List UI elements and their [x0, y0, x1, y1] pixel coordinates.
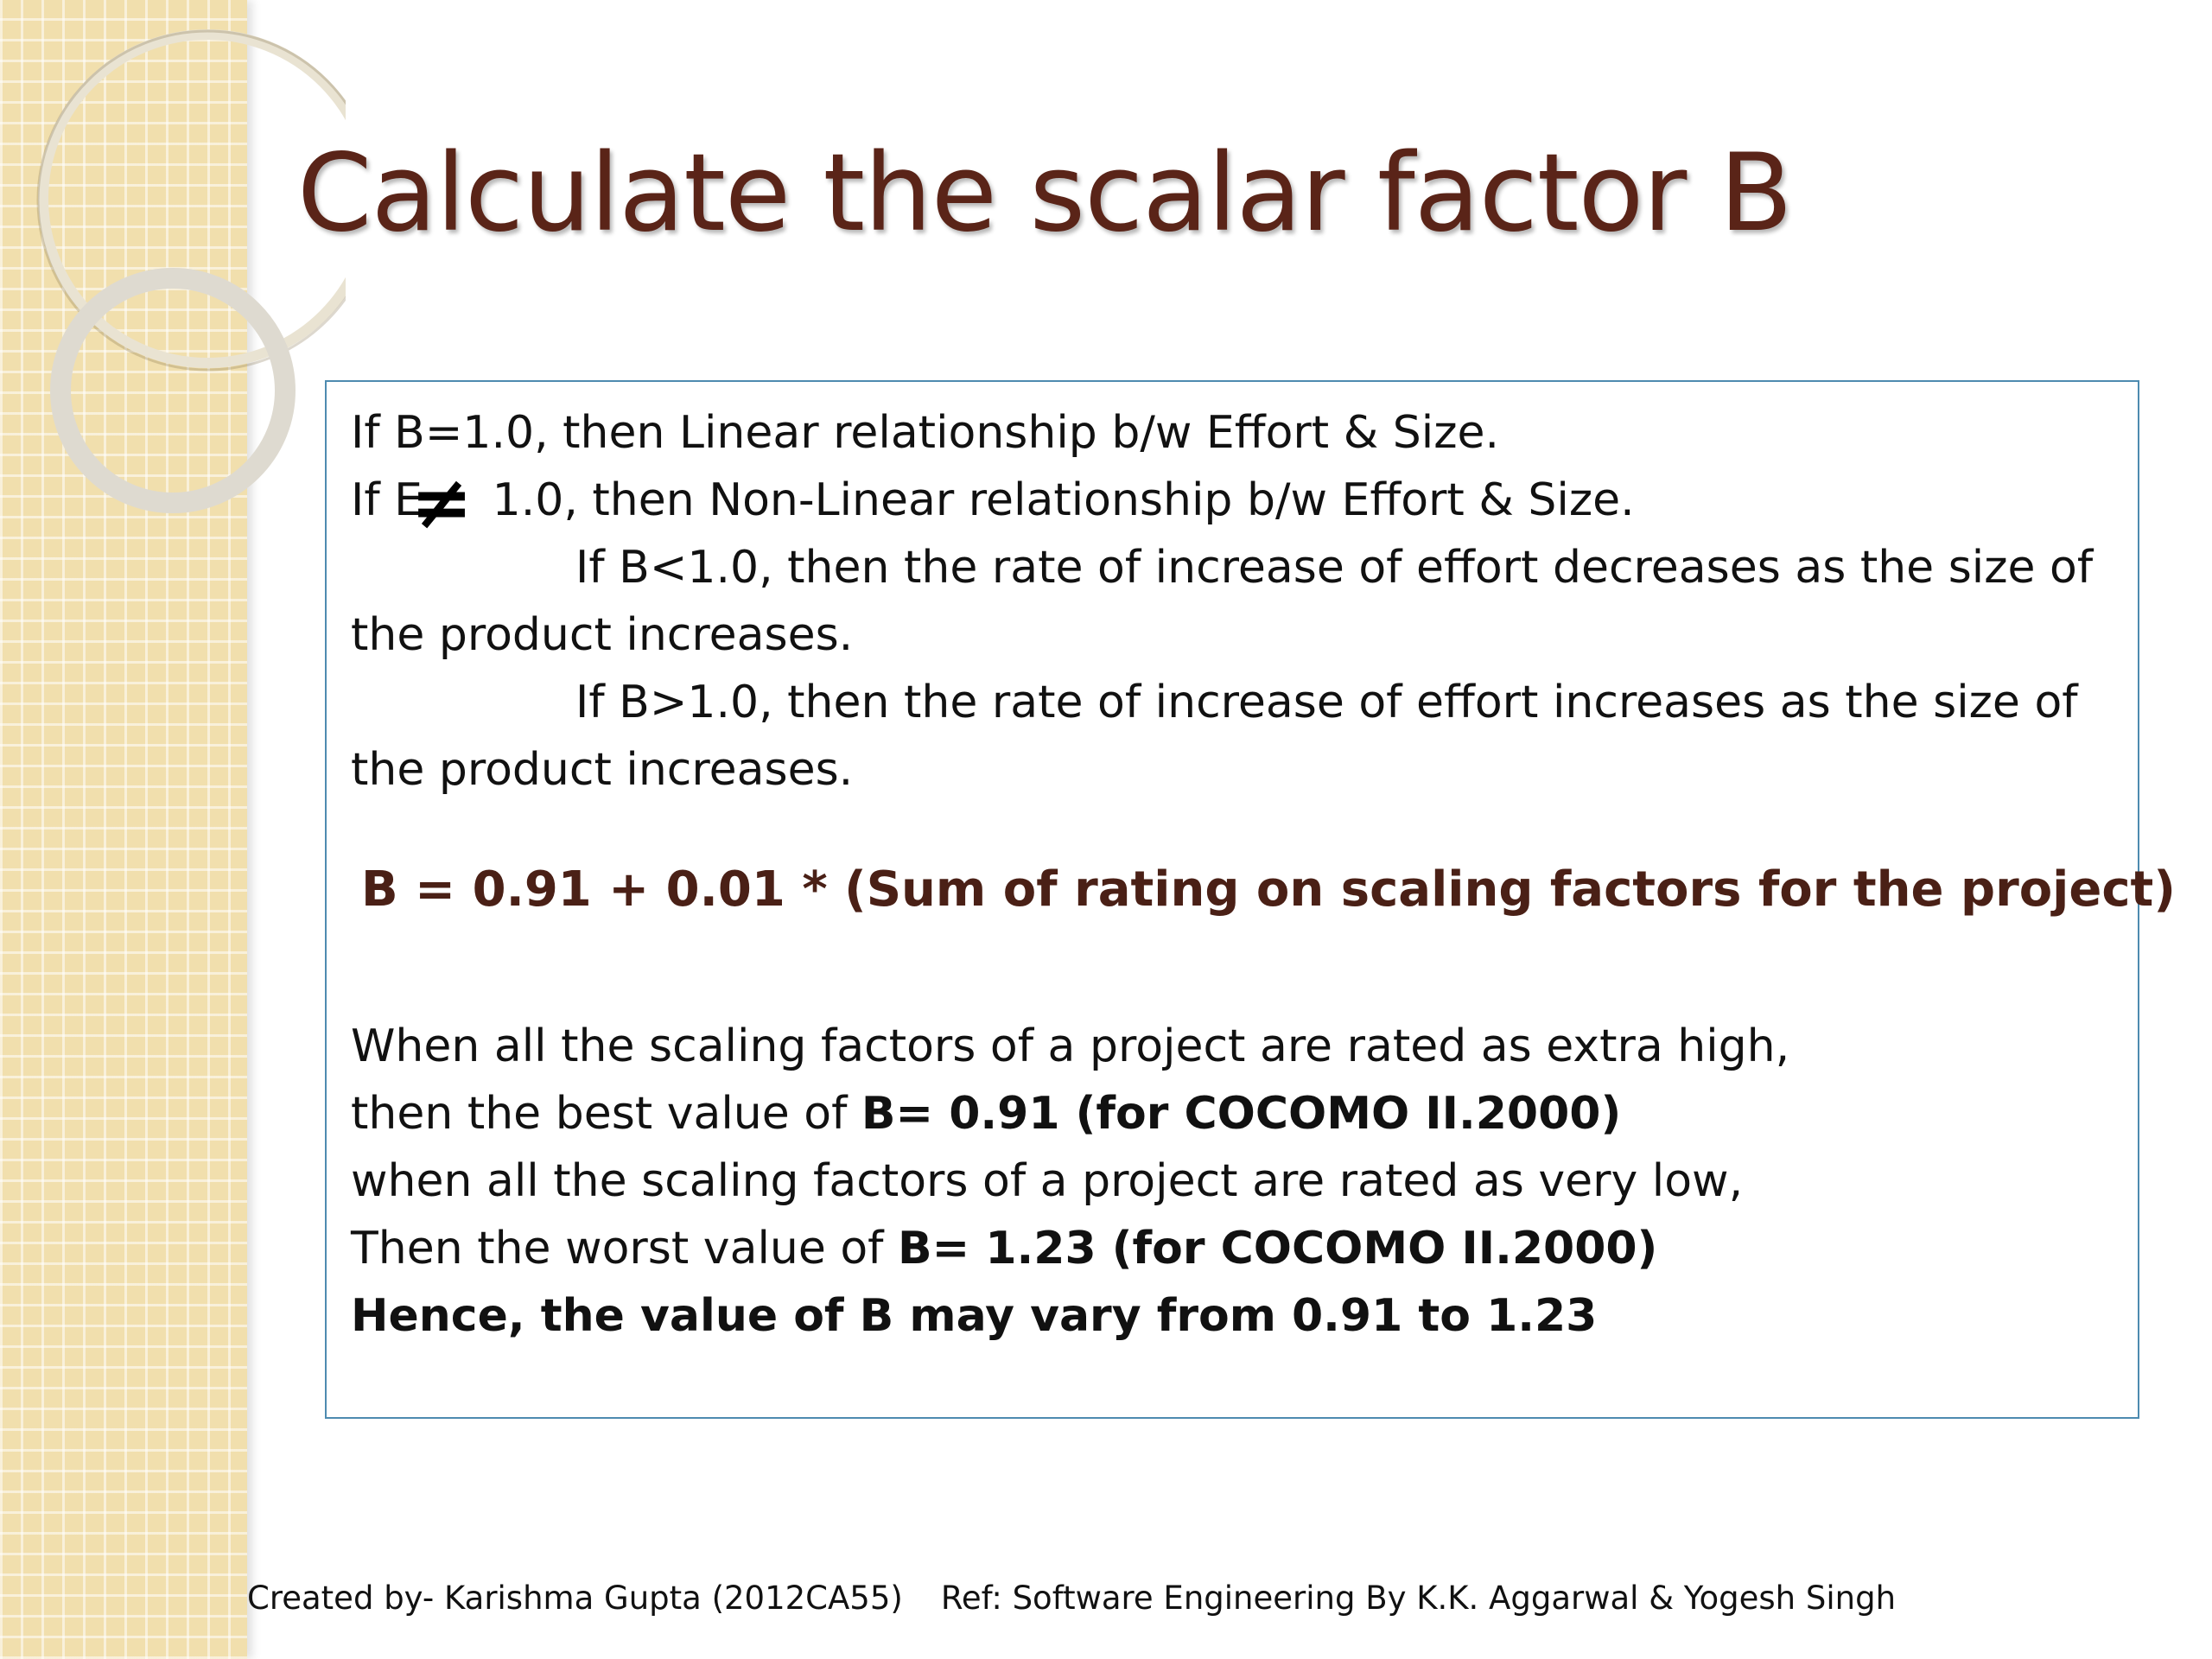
line5-text: If B>1.0, then the rate of increase of effort increases as the size of [575, 677, 2078, 728]
body-line-10 [351, 1215, 1657, 1282]
body-line-2 [351, 460, 1635, 546]
line2-suffix: 1.0, then Non-Linear relationship b/w Effort & Size. [478, 474, 1635, 526]
footer-credit: Created by- Karishma Gupta (2012CA55) [247, 1580, 903, 1617]
small-ring [60, 278, 285, 503]
body-line-8 [351, 1080, 1621, 1147]
line8-plain: then the best value of [351, 1088, 861, 1140]
body-line-5 [351, 669, 2078, 736]
line10-plain: Then the worst value of [351, 1223, 899, 1274]
body-line-6: the product increases. [351, 744, 854, 796]
body-line-1: If B=1.0, then Linear relationship b/w Effort & Size. [351, 407, 1500, 459]
line10-bold: B= 1.23 (for COCOMO II.2000) [898, 1223, 1658, 1274]
body-line-4: the product increases. [351, 609, 854, 661]
decorative-rings [0, 0, 346, 553]
body-line-3 [351, 534, 2093, 601]
body-line-11 [351, 1282, 1597, 1350]
line3-text: If B<1.0, then the rate of increase of effort decreases as the size of [575, 542, 2094, 594]
not-equal-symbol: ≠ [410, 460, 474, 546]
footer-reference: Ref: Software Engineering By K.K. Aggarwal & Yogesh Singh [940, 1580, 1897, 1617]
slide-title: Calculate the scalar factor B [297, 131, 1792, 256]
body-line-9: when all the scaling factors of a project are rated as very low, [351, 1155, 1744, 1207]
line8-bold: B= 0.91 (for COCOMO II.2000) [861, 1088, 1622, 1140]
formula: B = 0.91 + 0.01 * (Sum of rating on scaling factors for the project) [361, 861, 2176, 918]
line2-prefix: If E [351, 474, 423, 526]
body-line-7: When all the scaling factors of a project are rated as extra high, [351, 1020, 1790, 1072]
conclusion-text: Hence, the value of B may vary from 0.91 to 1.23 [351, 1290, 1598, 1342]
footer [247, 1580, 1896, 1617]
content-box [325, 380, 2176, 1419]
